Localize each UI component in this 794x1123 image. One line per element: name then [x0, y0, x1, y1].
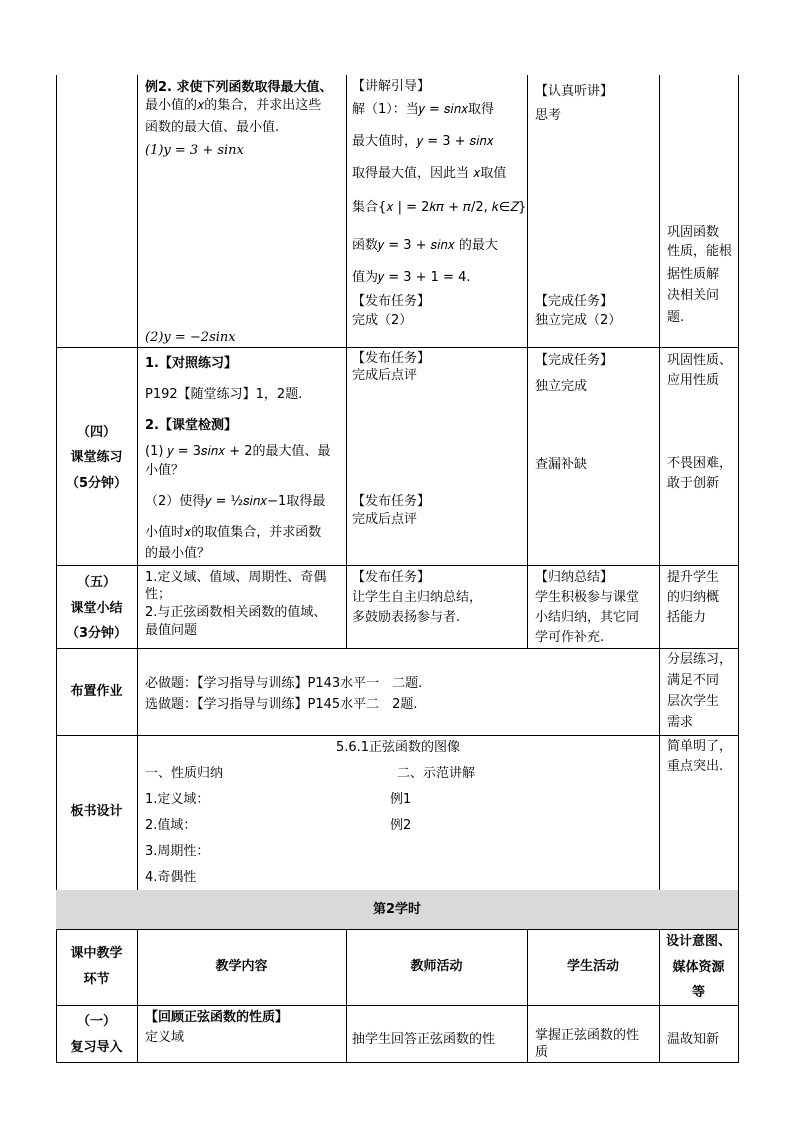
design-line: 温故知新	[667, 1032, 720, 1047]
board-left-line: 4.奇偶性	[145, 870, 197, 885]
header-cell: 环节	[83, 972, 110, 987]
student-line: 质	[535, 1045, 549, 1060]
header-cell: 学生活动	[566, 959, 619, 974]
grid-line	[56, 347, 739, 348]
grid-line	[137, 75, 138, 890]
grid-line	[56, 1062, 739, 1063]
student-line: 【认真听讲】	[535, 84, 614, 99]
student-line: 掌握正弦函数的性	[535, 1028, 640, 1043]
homework-line: 选做题：【学习指导与训练】P145水平二 2题.	[145, 697, 418, 712]
student-line: 学生积极参与课堂	[535, 590, 640, 605]
design-line: 敢于创新	[667, 476, 720, 491]
teacher-line: 【发布任务】	[352, 351, 431, 366]
design-line: 巩固函数	[667, 225, 720, 240]
grid-line	[56, 565, 739, 566]
teacher-line: 抽学生回答正弦函数的性	[352, 1032, 496, 1047]
teacher-line: 取得最大值，因此当 𝑥取值	[352, 166, 507, 181]
grid-line	[346, 75, 347, 648]
content-line: 最值问题	[145, 623, 198, 638]
section-label: 课堂小结	[70, 601, 123, 616]
design-line: 提升学生	[667, 570, 720, 585]
example-formula: (1)𝑦 = 3 + 𝑠𝑖𝑛𝑥	[145, 143, 244, 158]
design-line: 不畏困难，	[667, 456, 733, 471]
section-label: 课堂练习	[70, 450, 123, 465]
student-line: 【归纳总结】	[535, 570, 614, 585]
content-line: 2.与正弦函数相关函数的值域、	[145, 605, 327, 620]
design-line: 应用性质	[667, 373, 720, 388]
design-line: 满足不同	[667, 673, 720, 688]
grid-line	[137, 929, 138, 1062]
example-line: 最小值的𝑥的集合，并求出这些	[145, 98, 322, 113]
design-line: 据性质解	[667, 267, 720, 282]
student-line: 【完成任务】	[535, 353, 614, 368]
teacher-line: 【发布任务】	[352, 494, 431, 509]
header-cell: 等	[691, 985, 705, 1000]
content-line: 1.定义域、值域、周期性、奇偶	[145, 570, 327, 585]
section-label: （一）	[76, 1014, 116, 1029]
teacher-line: 完成后点评	[352, 368, 418, 383]
content-line: 【回顾正弦函数的性质】	[145, 1010, 289, 1025]
content-line: 2.【课堂检测】	[145, 418, 237, 433]
teacher-line: 函数𝑦 = 3 + 𝑠𝑖𝑛𝑥 的最大	[352, 238, 498, 253]
example-line: 函数的最大值、最小值.	[145, 120, 280, 135]
content-line: 小值？	[145, 463, 185, 478]
board-right-line: 二、示范讲解	[397, 766, 476, 781]
design-line: 括能力	[667, 610, 707, 625]
student-line: 【完成任务】	[535, 294, 614, 309]
teacher-line: 【发布任务】	[352, 570, 431, 585]
teacher-line: 让学生自主归纳总结，	[352, 590, 483, 605]
board-right-line: 例2	[390, 818, 412, 833]
example-line: 例2. 求使下列函数取得最大值、	[145, 80, 333, 95]
homework-line: 必做题：【学习指导与训练】P143水平一 二题.	[145, 676, 423, 691]
teacher-line: 完成后点评	[352, 512, 418, 527]
student-line: 学可作补充.	[535, 630, 605, 645]
board-title: 5.6.1正弦函数的图像	[335, 740, 461, 755]
example-formula: (2)𝑦 = −2𝑠𝑖𝑛𝑥	[145, 330, 236, 345]
grid-line	[56, 929, 739, 930]
content-line: 的最小值？	[145, 546, 211, 561]
grid-line	[56, 735, 739, 736]
design-line: 简单明了，	[667, 739, 733, 754]
teacher-line: 值为𝑦 = 3 + 1 = 4.	[352, 270, 471, 285]
section-label: 布置作业	[70, 684, 123, 699]
student-line: 独立完成	[535, 379, 588, 394]
section-label: （五）	[76, 575, 116, 590]
section-label: （5分钟）	[65, 476, 128, 491]
teacher-line: 多鼓励表扬参与者.	[352, 610, 461, 625]
grid-line	[527, 75, 528, 648]
grid-line	[659, 75, 660, 890]
student-line: 思考	[535, 108, 562, 123]
design-line: 巩固性质、	[667, 353, 733, 368]
teacher-line: 集合{𝑥 | = 2𝑘𝜋 + 𝜋/2, 𝑘∈𝑍}	[352, 200, 527, 215]
design-line: 分层练习，	[667, 652, 733, 667]
section-label: 板书设计	[70, 804, 123, 819]
board-left-line: 一、性质归纳	[145, 766, 224, 781]
teacher-line: 最大值时，𝑦 = 3 + 𝑠𝑖𝑛𝑥	[352, 134, 494, 149]
teacher-line: 完成（2）	[352, 313, 413, 328]
grid-line	[56, 1005, 739, 1006]
teacher-line: 【发布任务】	[352, 294, 431, 309]
header-cell: 设计意图、	[665, 934, 731, 949]
board-right-line: 例1	[390, 792, 412, 807]
session-title: 第2学时	[372, 902, 422, 917]
content-line: 性；	[145, 587, 172, 602]
design-line: 需求	[667, 715, 694, 730]
design-line: 的归纳概	[667, 590, 720, 605]
design-line: 重点突出.	[667, 759, 724, 774]
grid-line	[56, 648, 739, 649]
header-cell: 教师活动	[410, 959, 463, 974]
header-cell: 媒体资源	[672, 960, 725, 975]
design-line: 决相关问	[667, 288, 720, 303]
content-line: 定义域	[145, 1030, 185, 1045]
section-label: （四）	[76, 425, 116, 440]
teacher-line: 解（1）：当𝑦 = 𝑠𝑖𝑛𝑥取得	[352, 102, 495, 117]
content-line: （2）使得𝑦 = ½𝑠𝑖𝑛𝑥−1取得最	[145, 494, 326, 509]
grid-line	[527, 929, 528, 1062]
board-left-line: 1.定义域：	[145, 792, 210, 807]
content-line: (1) 𝑦 = 3𝑠𝑖𝑛𝑥 + 2的最大值、最	[145, 444, 331, 459]
student-line: 小结归纳，其它同	[535, 610, 640, 625]
board-left-line: 2.值域：	[145, 818, 197, 833]
teacher-line: 【讲解引导】	[352, 79, 431, 94]
section-label: 复习导入	[70, 1040, 123, 1055]
grid-line	[346, 929, 347, 1062]
header-cell: 教学内容	[215, 959, 268, 974]
student-line: 查漏补缺	[535, 457, 588, 472]
design-line: 层次学生	[667, 694, 720, 709]
design-line: 性质，能根	[667, 244, 733, 259]
design-line: 题.	[667, 310, 685, 325]
board-left-line: 3.周期性：	[145, 844, 210, 859]
header-cell: 课中教学	[70, 946, 123, 961]
content-line: 小值时𝑥的取值集合，并求函数	[145, 525, 322, 540]
section-label: （3分钟）	[65, 626, 128, 641]
content-line: 1.【对照练习】	[145, 356, 237, 371]
grid-line	[738, 75, 739, 1062]
student-line: 独立完成（2）	[535, 313, 622, 328]
content-line: P192【随堂练习】1，2题.	[145, 387, 303, 402]
